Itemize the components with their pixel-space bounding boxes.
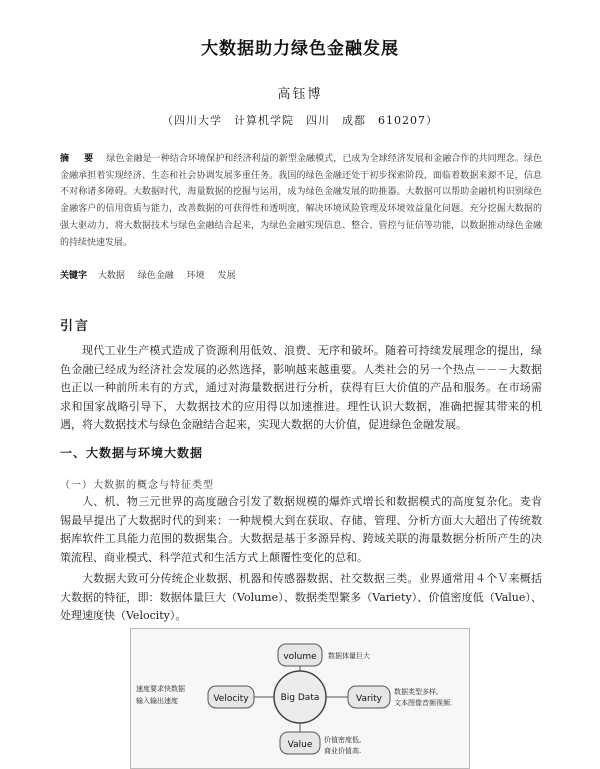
diagram-svg bbox=[130, 628, 470, 769]
subsection-heading: （一）大数据的概念与特征类型 bbox=[60, 480, 214, 491]
volume-label: volume bbox=[283, 652, 317, 662]
keywords bbox=[60, 268, 542, 281]
variety-label: Varity bbox=[355, 694, 383, 704]
velocity-label: Velocity bbox=[213, 694, 249, 704]
abstract bbox=[60, 151, 542, 251]
big-data-4v-diagram bbox=[130, 628, 470, 769]
abstract-text: 绿色金融是一种结合环境保护和经济利益的新型金融模式，已成为全球经济发展和金融合作的共同理念。绿色金融承担着实现经济、生态和社会协调发展多重任务。我国的绿色金融还处于初步探索阶段，面临着数据来源不足，信息不对称诸多障碍。大数据时代，海量数据的挖掘与运用，成为绿色金融发展的助推器。大数据可以帮助金融机构识别绿色金融客户的信用资质与能力，改善数据的可获得性和透明度，解决环境风险管理及环境效益量化问题。充分挖掘大数据的强大驱动力，将大数据技术与绿色金融结合起来，为绿色金融实现信息、整合、管控与征信等功能，以数据推动绿色金融的持续快速发展。 bbox=[60, 154, 542, 248]
velocity-note-line1: 速度要求快数据 bbox=[136, 685, 185, 693]
value-note-line2: 商业价值高. bbox=[324, 747, 362, 755]
velocity-note-line2: 输入输出速度 bbox=[136, 697, 178, 705]
keywords-label: 关键字 bbox=[60, 271, 88, 281]
keyword: 环境 bbox=[186, 271, 205, 281]
value-label: Value bbox=[287, 740, 313, 750]
keyword: 大数据 bbox=[97, 271, 125, 281]
abstract-label: 摘 要 bbox=[60, 154, 97, 164]
author-name: 高钰博 bbox=[277, 87, 323, 102]
affiliation: （四川大学 计算机学院 四川 成都 610207） bbox=[162, 114, 438, 127]
value-note-line1: 价值密度低, bbox=[324, 736, 362, 744]
keyword: 发展 bbox=[217, 271, 236, 281]
volume-note: 数据体量巨大 bbox=[328, 652, 370, 660]
variety-note-line1: 数据类型多样, bbox=[394, 688, 439, 696]
body-paragraph: 人、机、物三元世界的高度融合引发了数据规模的爆炸式增长和数据模式的高度复杂化。麦肯锡最早提出了大数据时代的到来：一种规模大到在获取、存储、管理、分析方面大大超出了传统数据库软件工具能力范围的数据集合。大数据是基于多源异构、跨域关联的海量数据分析所产生的决策流程、商业模式、科学范式和生活方式上颠覆性变化的总和。 bbox=[60, 495, 542, 564]
variety-note-line2: 文本图像音频视频. bbox=[394, 699, 453, 707]
paper-title: 大数据助力绿色金融发展 bbox=[201, 39, 399, 59]
keyword: 绿色金融 bbox=[137, 271, 174, 281]
center-label: Big Data bbox=[280, 693, 320, 703]
body-paragraph: 大数据大致可分传统企业数据、机器和传感器数据、社交数据三类。业界通常用４个Ｖ来概括大数据的特征，即：数据体量巨大（Volume）、数据类型繁多（Variety）、价值密度低（Value）、处理速度快（Velocity）。 bbox=[60, 572, 542, 623]
intro-paragraph: 现代工业生产模式造成了资源利用低效、浪费、无序和破坏。随着可持续发展理念的提出，绿色金融已经成为经济社会发展的必然选择，影响越来越重要。人类社会的另一个热点－－－大数据也正以一种前所未有的方式，通过对海量数据进行分析，获得有巨大价值的产品和服务。在市场需求和国家战略引导下，大数据技术的应用得以加速推进。理性认识大数据，准确把握其带来的机遇，将大数据技术与绿色金融结合起来，实现大数据的大价值，促进绿色金融发展。 bbox=[60, 344, 542, 432]
intro-heading: 引言 bbox=[60, 319, 91, 334]
section-heading: 一、大数据与环境大数据 bbox=[60, 446, 204, 460]
